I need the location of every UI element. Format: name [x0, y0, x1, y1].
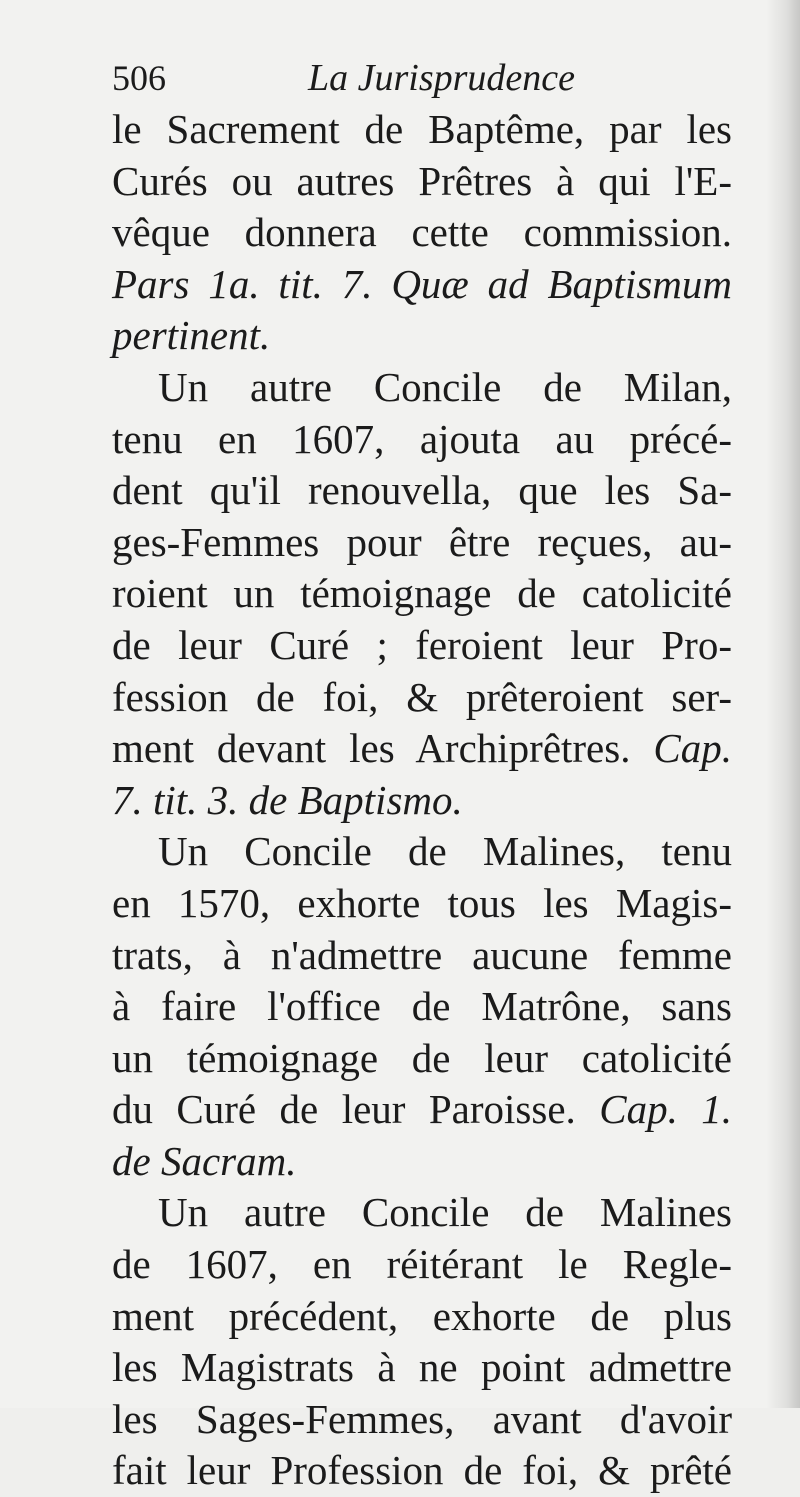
citation-ref: Cap. — [653, 725, 732, 772]
citation-ref: Cap. 1. — [599, 1086, 732, 1133]
citation-line: pertinent. — [112, 312, 271, 359]
text-line: ment précédent, exhorte de plus — [112, 1292, 732, 1339]
text-line: trats, à n'admettre aucune femme — [112, 931, 732, 978]
text-line: fession de foi, & prêteroient ser- — [112, 673, 732, 720]
citation-line: 7. tit. 3. de Baptismo. — [112, 776, 463, 823]
text-line: dent qu'il renouvella, que les Sa- — [112, 467, 732, 514]
text-line: en 1570, exhorte tous les Magis- — [112, 879, 732, 926]
text-line: les Sages-Femmes, avant d'avoir — [112, 1395, 732, 1442]
text-line: ges-Femmes pour être reçues, au- — [112, 518, 732, 565]
page-edge-shadow — [766, 0, 800, 1408]
text-line: Curés ou autres Prêtres à qui l'E- — [112, 157, 732, 204]
citation-line: Pars 1a. tit. 7. Quæ ad Baptismum — [112, 260, 732, 307]
text-line: à faire l'office de Matrône, sans — [112, 983, 732, 1030]
text-line: roient un témoignage de catolicité — [112, 570, 732, 617]
page-number: 506 — [112, 58, 166, 98]
text-line: vêque donnera cette commission. — [112, 209, 732, 256]
text-line: de leur Curé ; feroient leur Pro- — [112, 621, 732, 668]
text-line: de 1607, en réitérant le Regle- — [112, 1241, 732, 1288]
running-head: La Jurisprudence — [308, 57, 576, 99]
line-text: du Curé de leur Paroisse. — [112, 1086, 576, 1133]
text-line-with-ref — [112, 723, 732, 775]
body-text — [112, 104, 732, 1497]
text-line: le Sacrement de Baptême, par les — [112, 106, 732, 152]
text-line: fait leur Profession de foi, & prêté — [112, 1447, 732, 1494]
text-line: tenu en 1607, ajouta au précé- — [112, 415, 732, 462]
paragraph-start: Un autre Concile de Malines — [158, 1189, 732, 1236]
paragraph-start: Un Concile de Malines, tenu — [158, 828, 732, 875]
paragraph-start: Un autre Concile de Milan, — [158, 363, 732, 410]
text-line: les Magistrats à ne point admettre — [112, 1344, 732, 1391]
page-header — [112, 52, 672, 104]
text-line-with-ref — [112, 1084, 732, 1136]
text-line: un témoignage de leur catolicité — [112, 1034, 732, 1081]
line-text: ment devant les Archiprêtres. — [112, 725, 631, 772]
citation-line: de Sacram. — [112, 1137, 297, 1184]
